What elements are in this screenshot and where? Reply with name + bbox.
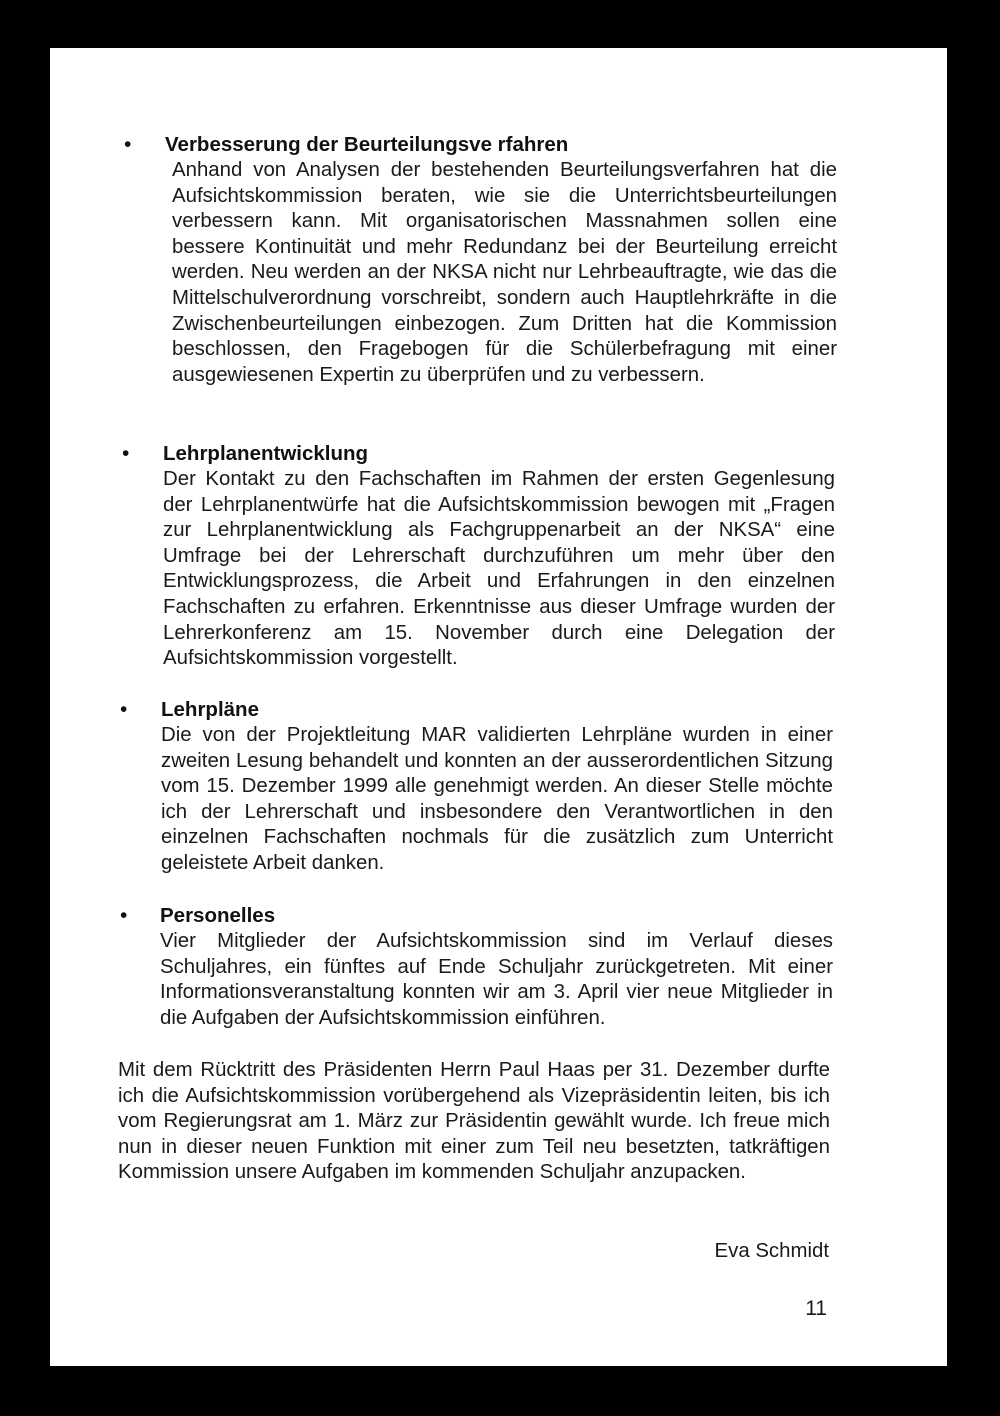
section-body: Anhand von Analysen der bestehenden Beurteilungsverfahren hat die Aufsichtskommission beraten, wie sie die Unterrichtsbeurteilungen verbessern kann. Mit organisatorischen Massnahmen sollen eine bessere Kontinuität und mehr Redundanz bei der Beurteilung erreicht werden. Neu werden an der NKSA nicht nur Lehrbeauftragte, wie das die Mittelschulverordnung vorschreibt, sondern auch Hauptlehrkräfte in die Zwischenbeurteilungen einbezogen. Zum Dritten hat die Kommission beschlossen, den Fragebogen für die Schülerbefragung mit einer ausgewiesenen Expertin zu überprüfen und zu verbessern. — [172, 159, 837, 386]
section-body: Der Kontakt zu den Fachschaften im Rahmen der ersten Gegenlesung der Lehrplanentwürfe hat die Aufsichtskommission bewogen mit „Fragen zur Lehrplanentwicklung als Fachgruppenarbeit an der NKSA“ eine Umfrage bei der Lehrerschaft durchzuführen um mehr über den Entwicklungsprozess, die Arbeit und Erfahrungen in den einzelnen Fachschaften zu erfahren. Erkenntnisse aus dieser Umfrage wurden der Lehrerkonferenz am 15. November durch eine Delegation der Aufsichtskommission vorgestellt. — [163, 468, 835, 670]
section-heading: Verbesserung der Beurteilungsve rfahren — [165, 133, 569, 156]
section-body: Die von der Projektleitung MAR validierten Lehrpläne wurden in einer zweiten Lesung behandelt und konnten an der ausserordentlichen Sitzung vom 15. Dezember 1999 alle genehmigt werden. An dieser Stelle möchte ich der Lehrerschaft und insbesondere den Verantwortlichen in den einzelnen Fachschaften nochmals für die zusätzlich zum Unterricht geleistete Arbeit danken. — [161, 724, 833, 874]
signature: Eva Schmidt — [714, 1240, 829, 1262]
closing-paragraph: Mit dem Rücktritt des Präsidenten Herrn Paul Haas per 31. Dezember durfte ich die Aufsichtskommission vorübergehend als Vizepräsidentin leiten, bis ich vom Regierungsrat am 1. März zur Präsidentin gewählt wurde. Ich freue mich nun in dieser neuen Funktion mit einer zum Teil neu besetzten, tatkräftigen Kommission unsere Aufgaben im kommenden Schuljahr anzupacken. — [118, 1059, 830, 1184]
section-heading: Lehrpläne — [161, 698, 259, 721]
bullet-icon: • — [122, 442, 130, 465]
document-page — [50, 48, 947, 1366]
page-number: 11 — [805, 1297, 827, 1320]
bullet-icon: • — [120, 698, 128, 721]
section-heading: Personelles — [160, 904, 276, 927]
bullet-icon: • — [124, 133, 132, 156]
section-body: Vier Mitglieder der Aufsichtskommission sind im Verlauf dieses Schuljahres, ein fünftes auf Ende Schuljahr zurückgetreten. Mit einer Informationsveranstaltung konnten wir am 3. April vier neue Mitglieder in die Aufgaben der Aufsichtskommission einführen. — [160, 930, 833, 1029]
bullet-icon: • — [120, 904, 128, 927]
section-heading: Lehrplanentwicklung — [163, 442, 369, 465]
